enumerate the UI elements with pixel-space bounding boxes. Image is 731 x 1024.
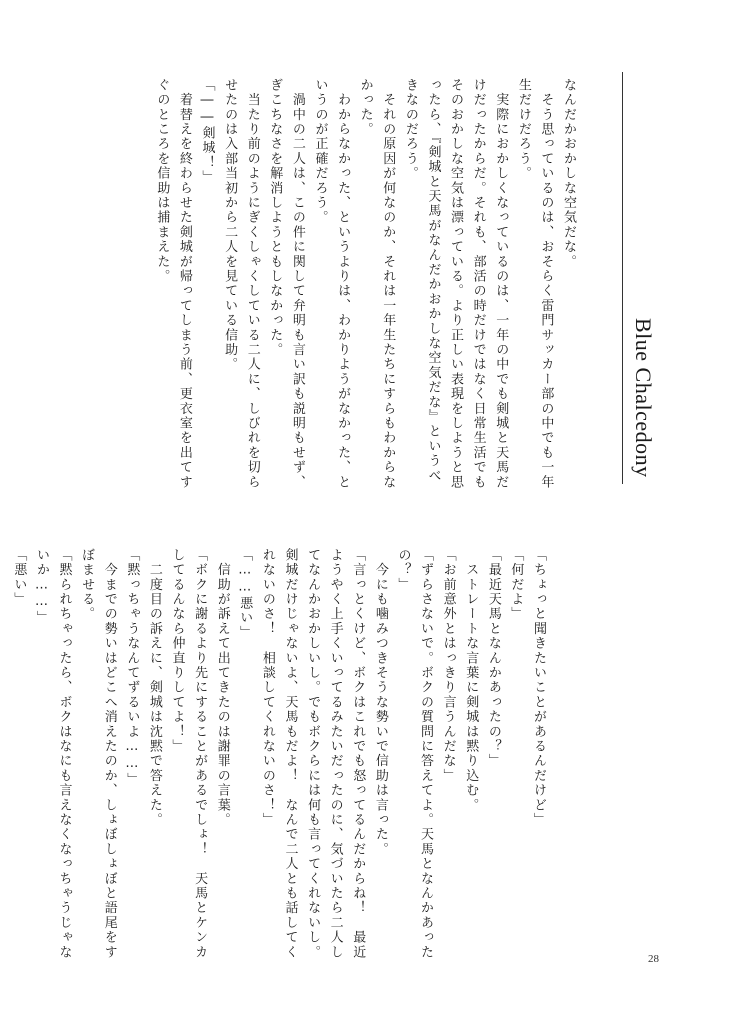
text-line: わからなかった、というよりは、わかりようがなかった、と (335, 78, 351, 490)
chapter-title: Blue Chalcedony (631, 318, 656, 478)
text-line: 実際におかしくなっているのは、一年の中でも剣城と天馬だ (493, 78, 509, 490)
text-line: そのおかしな空気は漂っている。より正しい表現をしようと思 (448, 78, 464, 490)
text-line: 「ちょっと聞きたいことがあるんだけど」 (531, 548, 546, 828)
text-line: してるんなら仲直りしてよ！」 (169, 548, 185, 754)
text-line: 「ずらさないで。ボクの質問に答えてよ。天馬となんかあった (418, 548, 434, 960)
text-line: 「悪い」 (11, 548, 27, 607)
text-line: けだったからだ。それも、部活の時だけではなく日常生活でも (470, 78, 486, 490)
text-line: ぐのところを信助は捕まえた。 (154, 78, 170, 284)
lower-text-block (7, 548, 549, 960)
text-line: 剣城だけじゃないよ、天馬もだよ！ なんで二人とも話してく (282, 548, 298, 960)
text-line: の？」 (395, 548, 411, 593)
text-line: 二度目の訴えに、剣城は沈黙で答えた。 (146, 548, 162, 828)
text-line: 今にも噛みつきそうな勢いで信助は言った。 (372, 548, 388, 857)
text-line: ストレートな言葉に剣城は黙り込む。 (463, 548, 479, 813)
text-line: 「……悪い」 (237, 548, 253, 641)
text-line: れないのさ！ 相談してくれないのさ！」 (259, 548, 275, 828)
text-line: 「黙っちゃうなんてずるいよ……」 (124, 548, 140, 788)
text-line: それの原因が何なのか、それは一年生たちにすらもわからな (380, 78, 396, 490)
text-line: きなのだろう。 (402, 78, 418, 181)
text-line: 着替えを終わらせた剣城が帰ってしまう前、更衣室を出てす (176, 78, 192, 490)
text-line: 「最近天馬となんかあったの？」 (485, 548, 501, 769)
text-line: 「何だよ」 (508, 548, 524, 622)
text-line: かった。 (357, 78, 373, 137)
text-line: てなんかおかしいし。でもボクらには何も言ってくれないし。 (305, 548, 321, 960)
text-line: 当たり前のようにぎくしゃくしている二人に、しびれを切ら (244, 78, 260, 490)
title-rule (622, 72, 623, 484)
text-line: せたのは入部当初から二人を見ている信助。 (222, 78, 238, 372)
text-line: ぼませる。 (79, 548, 95, 622)
text-line: 渦中の二人は、この件に関して弁明も言い訳も説明もせず、 (289, 78, 305, 490)
text-line: いか……」 (33, 548, 49, 626)
text-line: いうのが正確だろう。 (312, 78, 328, 225)
text-line: 「ボクに謝るより先にすることがあるでしょ！ 天馬とケンカ (192, 548, 208, 960)
text-line: 生だけだろう。 (515, 78, 531, 181)
text-line: なんだかおかしな空気だな。 (561, 78, 576, 270)
page-number: 28 (648, 953, 659, 965)
text-line: 「――剣城！」 (199, 78, 215, 185)
text-line: 「黙られちゃったら、ボクはなにも言えなくなっちゃうじゃな (56, 548, 72, 960)
text-line: 信助が訴えて出てきたのは謝罪の言葉。 (214, 548, 230, 828)
text-line: 今までの勢いはどこへ消えたのか、しょぼしょぼと語尾をす (101, 548, 117, 960)
text-line: 「言っとくけど、ボクはこれでも怒ってるんだからね！ 最近 (350, 548, 366, 960)
text-line: そう思っているのは、おそらく雷門サッカー部の中でも一年 (538, 78, 554, 490)
upper-text-block (150, 78, 579, 518)
text-line: ったら、『剣城と天馬がなんだかおかしな空気だな』というべ (425, 78, 441, 484)
text-line: ようやく上手くいってるみたいだったのに、気づいたら二人し (327, 548, 343, 960)
text-line: ぎこちなさを解消しようともしなかった。 (267, 78, 283, 358)
text-line: 「お前意外とはっきり言うんだな」 (440, 548, 456, 784)
